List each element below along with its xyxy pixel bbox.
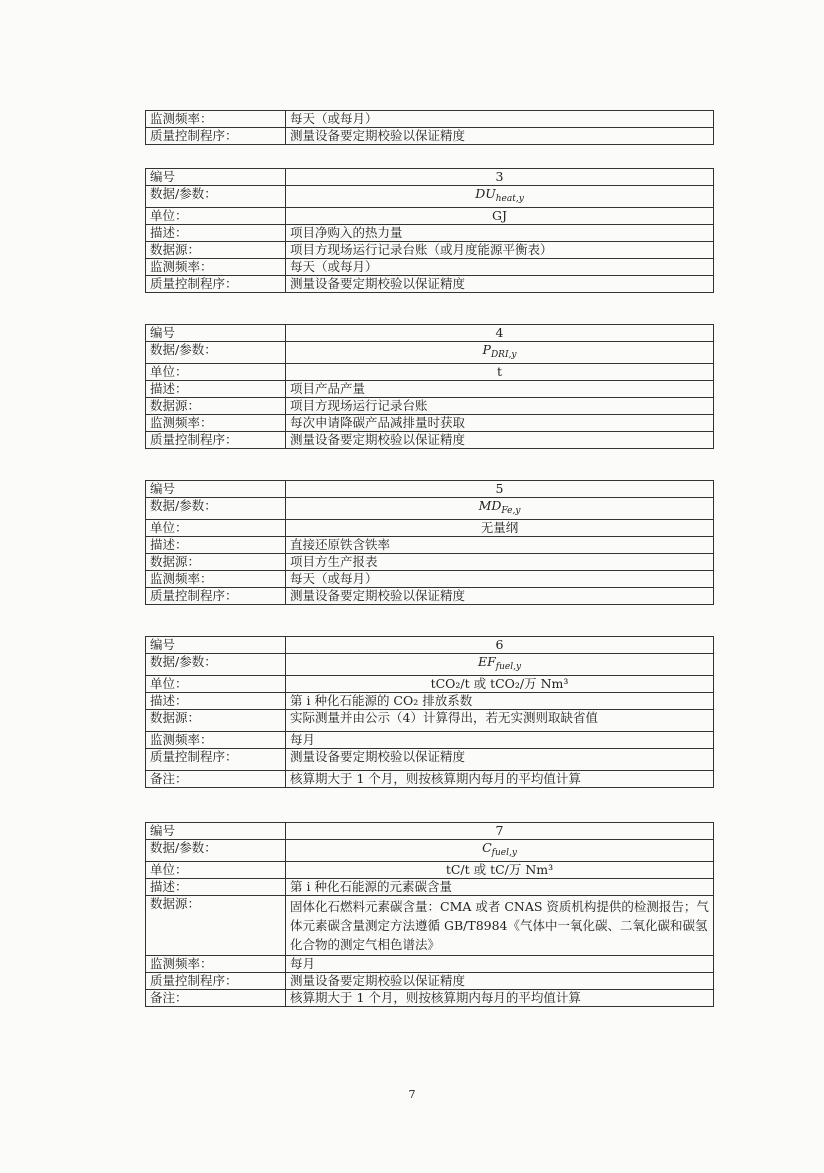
row-label: 质量控制程序： [146, 276, 286, 293]
table-row [146, 111, 714, 128]
row-label: 描述： [146, 381, 286, 398]
row-label: 质量控制程序： [146, 432, 286, 449]
param-symbol-main: P [482, 342, 491, 357]
param-symbol-main: MD [478, 498, 502, 513]
unit-value: t [286, 364, 714, 381]
param-symbol-sub: fuel,y [491, 848, 517, 858]
param-label: 数据/参数： [146, 342, 286, 364]
row-value: 直接还原铁含铁率 [286, 537, 714, 554]
row-label: 数据源： [146, 710, 286, 732]
table-row [146, 342, 714, 364]
row-value: 项目净购入的热力量 [286, 225, 714, 242]
param-symbol-main: C [482, 840, 492, 855]
param-symbol-main: DU [475, 186, 496, 201]
row-value: 测量设备要定期校验以保证精度 [286, 276, 714, 293]
parameter-table-5 [145, 480, 714, 605]
table-row [146, 259, 714, 276]
unit-value: 无量纲 [286, 520, 714, 537]
id-label: 编号 [146, 325, 286, 342]
row-value: 每天（或每月） [286, 571, 714, 588]
table-row [146, 186, 714, 208]
row-value: 测量设备要定期校验以保证精度 [286, 432, 714, 449]
row-value: 固体化石燃料元素碳含量：CMA 或者 CNAS 资质机构提供的检测报告；气体元素碳含量测定方法遵循 GB/T8984《气体中一氧化碳、二氧化碳和碳氢化合物的测定气相色谱法》 [286, 896, 714, 956]
row-label: 备注： [146, 990, 286, 1007]
param-symbol [286, 498, 714, 520]
param-symbol-sub: Fe,y [501, 506, 521, 516]
unit-label: 单位： [146, 364, 286, 381]
table-row [146, 637, 714, 654]
table-row [146, 415, 714, 432]
unit-value: tC/t 或 tC/万 Nm³ [286, 862, 714, 879]
parameter-table-continued [145, 110, 714, 145]
row-value: 每次申请降碳产品减排量时获取 [286, 415, 714, 432]
row-label: 监测频率： [146, 259, 286, 276]
row-label: 数据源： [146, 554, 286, 571]
row-value: 每天（或每月） [286, 111, 714, 128]
id-label: 编号 [146, 169, 286, 186]
param-symbol [286, 840, 714, 862]
row-label: 备注： [146, 771, 286, 788]
parameter-table-7 [145, 822, 714, 1007]
parameter-table-3 [145, 168, 714, 293]
table-row [146, 520, 714, 537]
row-value: 每月 [286, 956, 714, 973]
table-row [146, 128, 714, 145]
row-value: 测量设备要定期校验以保证精度 [286, 588, 714, 605]
row-value: 每月 [286, 732, 714, 749]
table-row [146, 242, 714, 259]
row-label: 数据源： [146, 242, 286, 259]
row-value: 项目方现场运行记录台账（或月度能源平衡表） [286, 242, 714, 259]
row-value: 项目方生产报表 [286, 554, 714, 571]
row-value: 每天（或每月） [286, 259, 714, 276]
unit-value: tCO₂/t 或 tCO₂/万 Nm³ [286, 676, 714, 693]
table-row [146, 840, 714, 862]
row-value: 实际测量并由公示（4）计算得出，若无实测则取缺省值 [286, 710, 714, 732]
id-value: 4 [286, 325, 714, 342]
row-label: 描述： [146, 537, 286, 554]
row-label: 监测频率： [146, 415, 286, 432]
unit-label: 单位： [146, 676, 286, 693]
row-label: 描述： [146, 879, 286, 896]
param-symbol-sub: fuel,y [495, 662, 522, 672]
row-label: 质量控制程序： [146, 588, 286, 605]
table-row [146, 208, 714, 225]
table-row [146, 896, 714, 956]
table-row [146, 537, 714, 554]
parameter-table-6 [145, 636, 714, 788]
row-label: 质量控制程序： [146, 749, 286, 771]
table-row [146, 693, 714, 710]
row-value: 测量设备要定期校验以保证精度 [286, 973, 714, 990]
unit-label: 单位： [146, 520, 286, 537]
table-row [146, 571, 714, 588]
table-row [146, 588, 714, 605]
table-row [146, 654, 714, 676]
row-value: 项目方现场运行记录台账 [286, 398, 714, 415]
row-value: 核算期大于 1 个月，则按核算期内每月的平均值计算 [286, 990, 714, 1007]
table-row [146, 398, 714, 415]
table-row [146, 169, 714, 186]
row-label: 质量控制程序： [146, 973, 286, 990]
row-label: 监测频率： [146, 111, 286, 128]
param-label: 数据/参数： [146, 498, 286, 520]
table-row [146, 879, 714, 896]
row-label: 描述： [146, 225, 286, 242]
param-symbol-main: EF [477, 654, 496, 669]
page-number: 7 [408, 1088, 416, 1101]
table-row [146, 862, 714, 879]
row-value: 测量设备要定期校验以保证精度 [286, 128, 714, 145]
table-row [146, 823, 714, 840]
row-value: 第 i 种化石能源的 CO₂ 排放系数 [286, 693, 714, 710]
table-row [146, 325, 714, 342]
table-row [146, 973, 714, 990]
param-label: 数据/参数： [146, 654, 286, 676]
param-symbol-sub: DRI,y [490, 350, 517, 360]
param-symbol-sub: heat,y [495, 194, 524, 204]
row-value: 测量设备要定期校验以保证精度 [286, 749, 714, 771]
row-label: 数据源： [146, 398, 286, 415]
id-value: 7 [286, 823, 714, 840]
table-row [146, 676, 714, 693]
table-row [146, 381, 714, 398]
id-label: 编号 [146, 637, 286, 654]
table-row [146, 276, 714, 293]
row-value: 项目产品产量 [286, 381, 714, 398]
table-row [146, 990, 714, 1007]
row-label: 监测频率： [146, 571, 286, 588]
table-row [146, 956, 714, 973]
table-row [146, 749, 714, 771]
id-label: 编号 [146, 481, 286, 498]
row-label: 监测频率： [146, 732, 286, 749]
id-value: 3 [286, 169, 714, 186]
table-row [146, 498, 714, 520]
row-label: 数据源： [146, 896, 286, 956]
id-value: 6 [286, 637, 714, 654]
table-row [146, 771, 714, 788]
param-symbol [286, 186, 714, 208]
parameter-table-4 [145, 324, 714, 449]
unit-label: 单位： [146, 862, 286, 879]
unit-label: 单位： [146, 208, 286, 225]
table-row [146, 364, 714, 381]
param-label: 数据/参数： [146, 186, 286, 208]
row-label: 描述： [146, 693, 286, 710]
row-value: 第 i 种化石能源的元素碳含量 [286, 879, 714, 896]
unit-value: GJ [286, 208, 714, 225]
param-symbol [286, 654, 714, 676]
param-label: 数据/参数： [146, 840, 286, 862]
row-label: 质量控制程序： [146, 128, 286, 145]
table-row [146, 481, 714, 498]
id-value: 5 [286, 481, 714, 498]
row-label: 监测频率： [146, 956, 286, 973]
table-row [146, 710, 714, 732]
table-row [146, 432, 714, 449]
table-row [146, 225, 714, 242]
row-value: 核算期大于 1 个月，则按核算期内每月的平均值计算 [286, 771, 714, 788]
table-row [146, 732, 714, 749]
id-label: 编号 [146, 823, 286, 840]
param-symbol [286, 342, 714, 364]
table-row [146, 554, 714, 571]
